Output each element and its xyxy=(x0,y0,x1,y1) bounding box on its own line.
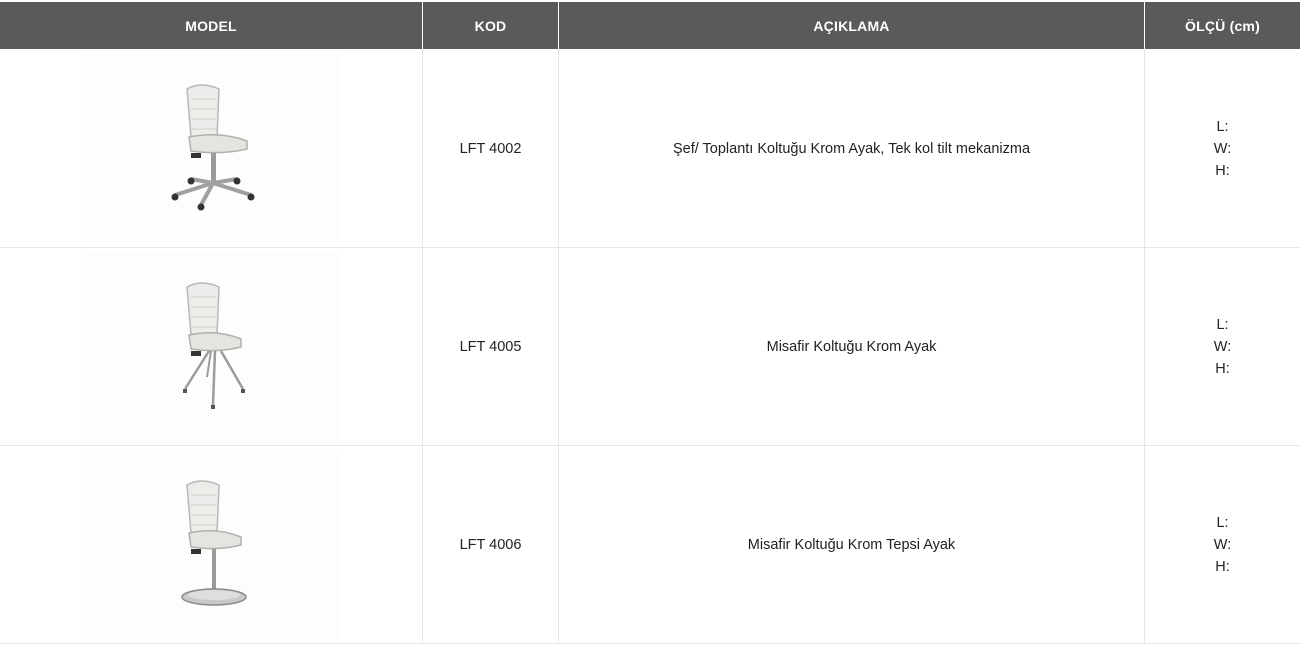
aciklama-cell: Şef/ Toplantı Koltuğu Krom Ayak, Tek kol tilt mekanizma xyxy=(672,140,1031,157)
olcu-cell xyxy=(1145,446,1300,643)
kod-cell: LFT 4006 xyxy=(459,536,522,553)
dim-width: W: xyxy=(1213,536,1232,553)
chair-four-leg-icon xyxy=(151,277,271,417)
dimensions xyxy=(1214,314,1231,380)
table-header xyxy=(0,2,1300,49)
aciklama-cell: Misafir Koltuğu Krom Ayak xyxy=(766,338,937,355)
chair-pedestal-icon xyxy=(151,475,271,615)
header-model: MODEL xyxy=(185,17,237,34)
table-row xyxy=(0,50,1300,248)
dim-length: L: xyxy=(1216,316,1229,333)
dim-width: W: xyxy=(1213,338,1232,355)
model-cell xyxy=(0,446,422,643)
dim-width: W: xyxy=(1213,140,1232,157)
dimensions xyxy=(1214,512,1231,578)
aciklama-cell: Misafir Koltuğu Krom Tepsi Ayak xyxy=(747,536,956,553)
product-image-pedestal-chair[interactable] xyxy=(81,450,341,640)
dim-length: L: xyxy=(1216,514,1229,531)
product-image-office-chair[interactable] xyxy=(81,54,341,244)
dim-height: H: xyxy=(1215,360,1230,377)
table-row xyxy=(0,248,1300,446)
header-kod: KOD xyxy=(474,17,507,34)
kod-cell: LFT 4002 xyxy=(459,140,522,157)
dim-height: H: xyxy=(1215,162,1230,179)
kod-cell: LFT 4005 xyxy=(459,338,522,355)
header-olcu: ÖLÇÜ (cm) xyxy=(1185,17,1260,34)
olcu-cell xyxy=(1145,248,1300,445)
model-cell xyxy=(0,50,422,247)
model-cell xyxy=(0,248,422,445)
header-aciklama: AÇIKLAMA xyxy=(813,17,890,34)
dimensions xyxy=(1214,116,1231,182)
dim-length: L: xyxy=(1216,118,1229,135)
product-image-guest-chair[interactable] xyxy=(81,252,341,442)
dim-height: H: xyxy=(1215,558,1230,575)
olcu-cell xyxy=(1145,50,1300,247)
chair-swivel-icon xyxy=(151,79,271,219)
table-row xyxy=(0,446,1300,644)
